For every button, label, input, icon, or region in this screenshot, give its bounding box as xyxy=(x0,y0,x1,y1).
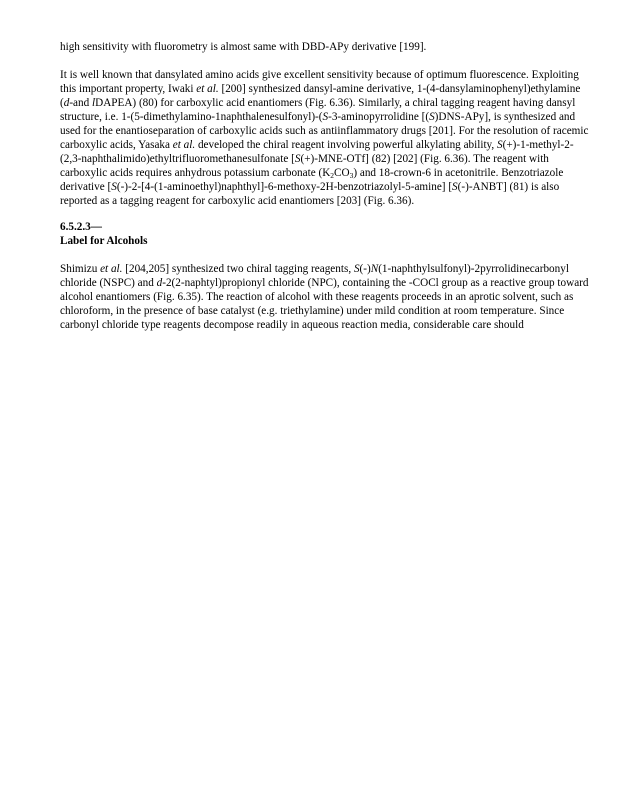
text-run: (1-naphthylsulfonyl)-2pyrrolidinecarbonyl chloride (NSPC) and xyxy=(60,263,569,289)
italic-run: S xyxy=(452,181,458,193)
text-run: DAPEA) (80) for carboxylic acid enantiomers (Fig. 6.36). Similarly, a chiral tagging reagent having dansyl structure, i.e. 1-(5-dimethylamino-1naphthalenesulfonyl)-( xyxy=(60,97,576,123)
paragraph-2 xyxy=(60,68,590,208)
italic-run: d xyxy=(156,277,163,289)
text-run: ) and 18-crown-6 in acetonitrile. Benzotriazole derivative [ xyxy=(60,167,564,193)
italic-run: S xyxy=(429,111,435,123)
italic-run: et al. xyxy=(100,263,123,275)
italic-run: et al. xyxy=(172,139,196,151)
italic-run: S xyxy=(497,139,503,151)
italic-run: S xyxy=(322,111,329,123)
text-run: CO xyxy=(334,167,350,179)
text-run: [200] synthesized dansyl-amine derivative, 1-(4-dansylaminophenyl)ethylamine ( xyxy=(60,83,581,109)
section-number: 6.5.2.3— xyxy=(60,221,102,233)
paragraph-1 xyxy=(60,40,590,54)
italic-run: S xyxy=(294,153,301,165)
text-run: -and xyxy=(69,97,93,109)
italic-run: d xyxy=(63,97,70,109)
text-run: (-)-ANBT] (81) is also reported as a tagging reagent for carboxylic acid enantiomers [203] (Fig. 6.36). xyxy=(60,181,560,207)
document-page xyxy=(60,40,590,332)
text-run: (-)-2-[4-(1-aminoethyl)naphthyl]-6-methoxy-2H-benzotriazolyl-5-amine] [ xyxy=(116,181,453,193)
text-run: -3-aminopyrrolidine [( xyxy=(328,111,430,123)
italic-run: N xyxy=(370,263,379,275)
text-run: developed the chiral reagent involving powerful alkylating ability, xyxy=(195,139,498,151)
section-title: Label for Alcohols xyxy=(60,235,148,247)
italic-run: S xyxy=(353,263,360,275)
text-run: It is well known that dansylated amino acids give excellent sensitivity because of optimum fluorescence. Exploiting this important property, Iwaki xyxy=(60,69,579,95)
text-run: [204,205] synthesized two chiral tagging reagents, xyxy=(122,263,354,275)
italic-run: S xyxy=(111,181,117,193)
text-run: (+)-1-methyl-2-(2,3-naphthalimido)ethyltrifluoromethanesulfonate [ xyxy=(60,139,574,165)
text-run: (-) xyxy=(359,263,371,275)
paragraph-3 xyxy=(60,262,590,332)
text-run: -2(2-naphtyl)propionyl chloride (NPC), containing the -COCl group as a reactive group toward alcohol enantiomers (Fig. 6.35). The reaction of alcohol with these reagents proceeds in an aprotic solvent, such as chloroform, in the presence of base catalyst (e.g. triethylamine) under mild condition at room temperature. Since carbonyl chloride type reagents decompose readily in aqueous reaction media, considerable care should xyxy=(60,277,589,331)
subscript: 3 xyxy=(349,171,354,180)
paragraph-1-text: high sensitivity with fluorometry is almost same with DBD-APy derivative [199]. xyxy=(60,41,427,53)
subscript: 2 xyxy=(330,171,335,180)
section-heading xyxy=(60,220,590,248)
text-run: (+)-MNE-OTf] (82) [202] (Fig. 6.36). The reagent with carboxylic acids requires anhydrous potassium carbonate (K xyxy=(60,153,549,179)
text-run: )DNS-APy], is synthesized and used for the enantioseparation of carboxylic acids such as antiinflammatory drugs [201]. For the resolution of racemic carboxylic acids, Yasaka xyxy=(60,111,589,151)
italic-run: et al. xyxy=(196,83,219,95)
italic-run: l xyxy=(92,97,96,109)
text-run: Shimizu xyxy=(60,263,101,275)
